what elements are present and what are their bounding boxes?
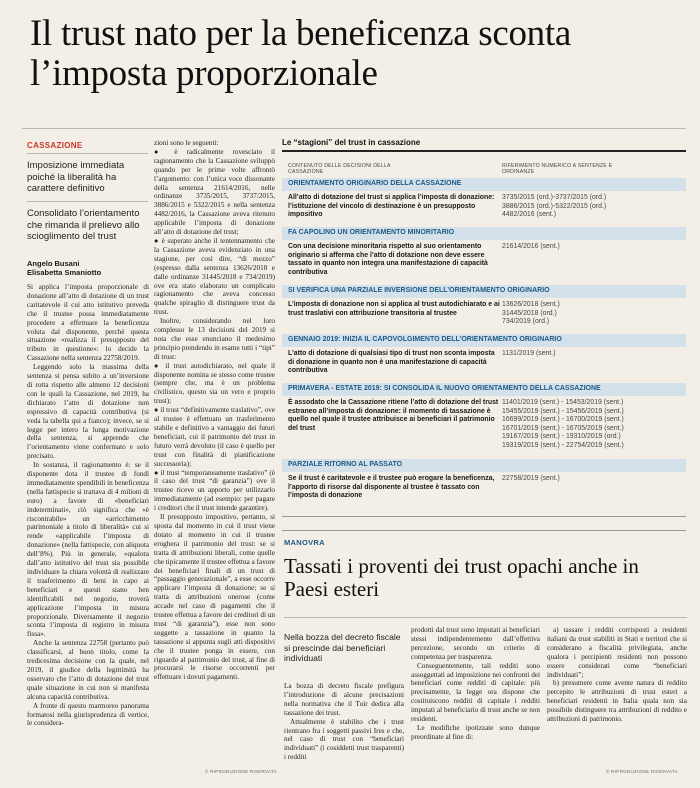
column-header-references: RIFERIMENTO NUMERICO A SENTENZE E ORDINANZE — [502, 163, 613, 176]
article-column-2 — [154, 139, 275, 765]
table-row-references: 11401/2019 (sent.) - 15453/2019 (sent.) 15455/2019 (sent.) - 15456/2019 (sent.) 16699/2019 (sent.) - 16700/2019 (sent.) 16701/2019 (sent.) - 16705/2019 (sent.) 19167/2019 (sent.) - 19310/2019 (ord.) 19319/2019 (sent.) - 22754/2019 (sent.) — [502, 399, 624, 449]
table-section-band — [282, 178, 686, 191]
table-bottom-rule — [282, 516, 686, 517]
section-label: SI VERIFICA UNA PARZIALE INVERSIONE DELL’ORIENTAMENTO ORIGINARIO — [288, 287, 550, 294]
table-row-description: È assodato che la Cassazione ritiene l’atto di dotazione del trust estraneo all’imposta di donazione: il momento di tassazione è quello nel quale il trustee attribuisce ai beneficiari il patrimonio del trust — [288, 399, 499, 432]
table-row-description: Se il trust è caritatevole e il trustee può erogare la beneficenza, l’apporto di risorse dal disponente al trustee è tassato con l’imposta di donazione — [288, 475, 495, 500]
section-label: FA CAPOLINO UN ORIENTAMENTO MINORITARIO — [288, 229, 455, 236]
table-row-description: All’atto di dotazione del trust si applica l’imposta di donazione: l’istituzione del vincolo di destinazione è un presupposto impositivo — [288, 194, 495, 219]
table-row-references: 13626/2018 (sent.) 31445/2018 (ord.) 734/2019 (ord.) — [502, 301, 560, 326]
paragraph: Attualmente è stabilito che i trust rientrano fra i soggetti passivi Ires e che, nel caso di trust con “beneficiari individuati” (i cosiddetti trust trasparenti) i redditi — [284, 717, 404, 762]
paragraph: Inoltre, considerando nel loro complesso le 13 decisioni del 2019 si nota che esse enunciano il medesimo principio prendendo in esame tutti i “tipi” di trust: — [154, 317, 275, 361]
paragraph: b) presumere come avente natura di reddito percepito le attribuzioni di trust esteri a beneficiari residenti in Italia quala non sia possibile distinguere tra attribuzioni di reddito e attribuzioni di patrimonio. — [547, 679, 687, 724]
manovra-kicker: MANOVRA — [284, 538, 325, 547]
table-section-band — [282, 383, 686, 396]
headline: Il trust nato per la beneficenza sconta l’imposta proporzionale — [30, 13, 571, 94]
paragraph: Si applica l’imposta proporzionale di donazione all’atto di dotazione di un trust caritatevole il cui atto istitutivo preveda che il trustee possa immediatamente procedere a effettuare la beneficenza voluta dal disponente, perché questa situazione «realizza il presupposto del tributo in questione»: lo decide la Cassazione nella sentenza 22758/2019. — [27, 283, 149, 363]
table-row-description: L’atto di dotazione di qualsiasi tipo di trust non sconta imposta di donazione in quanto non è una manifestazione di capacità contributiva — [288, 350, 495, 375]
manovra-column-1 — [284, 682, 404, 772]
paragraph: Anche la sentenza 22758 (pertanto può classificarsi, al buon titolo, come la tredicesima decisione con la quale, nel 2019, il giudice della legittimità ha osservato che l’atto di dotazione del trust quale situazione in cui non si manifesta alcuna capacità contributiva. — [27, 639, 149, 701]
headline-divider — [22, 128, 686, 129]
paragraph: In sostanza, il ragionamento è: se il disponente dota il trustee di fondi immediatamente spendibili in beneficenza (nella fattispecie si trattava di 4 milioni di euro) a favore di «beneficiari indeterminati», ciò significa che «è riscontrabile» un «arricchimento patrimoniale a titolo di liberalità» cui si rende «applicabile l’imposta di donazione» (nella fattispecie, con aliquota dell’8%). Più in generale, «qualora dall’atto istitutivo del trust sia possibile individuare la chiara volontà di realizzare il trasferimento di beni in capo ai beneficiari e questi siano ben identificabili nel negozio, troverà applicazione l’imposta in misura proporzionale. Diversamente il negozio sconta l’imposta di registro in misura fissa». — [27, 461, 149, 639]
bullet-paragraph: ● il trust “temporaneamente traslativo” (è il caso del trust “di garanzia”) ove il trustee riceve un apporto per utilizzarlo immediatamente (ad esempio: per pagare i creditori che il trust intende garantire). — [154, 468, 275, 513]
section-label: PARZIALE RITORNO AL PASSATO — [288, 461, 403, 468]
section-label: ORIENTAMENTO ORIGINARIO DELLA CASSAZIONE — [288, 180, 462, 187]
table-row-description: L’imposta di donazione non si applica al trust autodichiarato e ai trust traslativi con attribuzione transitoria al trustee — [288, 301, 500, 317]
paragraph: Le modifiche ipotizzate sono dunque preordinate al fine di: — [411, 723, 540, 741]
trust-seasons-table — [282, 138, 686, 520]
bullet-paragraph: ● è superato anche il tentennamento che la Cassazione aveva evidenziato in una stagione, per così dire, “di mezzo” (espresso dalla sentenza 13626/2018 e dalle ordinanze 31445/2018 e 734/2019) ove era stato elaborato un complicato ragionamento che aveva concesso qualche spiraglio di distinguere trust da trust. — [154, 236, 275, 317]
table-section-band — [282, 334, 686, 347]
bullet-paragraph: ● il trust autodichiarato, nel quale il disponente nomina se stesso come trustee (sempre che, ma è un problema civilistico, questo sia un vero e proprio trust); — [154, 361, 275, 406]
manovra-column-2 — [411, 626, 540, 774]
section-label: GENNAIO 2019: INIZIA IL CAPOVOLGIMENTO DELL’ORIENTAMENTO ORIGINARIO — [288, 336, 562, 343]
section-label: PRIMAVERA - ESTATE 2019: SI CONSOLIDA IL NUOVO ORIENTAMENTO DELLA CASSAZIONE — [288, 385, 601, 392]
deck-primary: Imposizione immediata poiché la liberalità ha carattere definitivo — [27, 160, 125, 194]
paragraph: Il presupposto impositivo, pertanto, si sposta dal momento in cui il trust viene dotato al momento in cui il trustee eroghera il patrimonio del trust: se si tratta di attribuzioni liberali, come quelle che tipicamente il trustee effettua a favore dei beneficiari finali di un trust di “passaggio generazionale”, a esse occorre applicare l’imposta di donazione; se si tratta di attribuzioni onerose (come accade nel caso di pagamenti che il trustee effettua a favore dei creditori di un trust “di garanzia”), esse non sono soggette a tassazione in quanto la tassazione si appunta sugli atti dispositivi che il trustee ponga in essere, con riguardo al patrimonio del trust, al fine di procurarsi le risorse occorrenti per effettuare i dovuti pagamenti. — [154, 513, 275, 682]
section-kicker: CASSAZIONE — [27, 141, 83, 150]
paragraph: La bozza di decreto fiscale prefigura l’introduzione di alcune precisazioni nella normativa che il Tuir dedica alla tassazione dei trust. — [284, 682, 404, 717]
table-row-references: 1131/2019 (sent.) — [502, 350, 556, 357]
table-title: Le “stagioni” del trust in cassazione — [282, 138, 421, 147]
manovra-divider — [282, 530, 686, 531]
table-row-description: Con una decisione minoritaria rispetto al suo orientamento originario si afferma che l’atto di dotazione non deve essere tassato in quanto non integra una manifestazione di capacità contributiva — [288, 243, 488, 276]
deck-divider — [27, 201, 148, 202]
bullet-paragraph: ● il trust “definitivamente traslativo”, ove al trustee è effettuato un trasferimento stabile e definitivo a vantaggio dei futuri beneficiari, cui il patrimonio del trust in futuro verrà devoluto (il caso è quello per trust con finalità di pianificazione successoria); — [154, 406, 275, 468]
table-row-references: 22758/2019 (sent.) — [502, 475, 560, 482]
paragraph: a) tassare i redditi corrisposti a residenti italiani da trust stabiliti in Stati e territori che si considerano a fiscalità privilegiata, anche qualora i percipienti residenti non possono essere considerati come “beneficiari individuati”; — [547, 626, 687, 679]
table-section-band — [282, 459, 686, 472]
manovra-headline-rule — [284, 617, 687, 618]
kicker-divider — [27, 153, 148, 154]
paragraph: Leggendo solo la massima della sentenza si pensa subito a un’inversione di rotta rispetto alle almeno 12 decisioni con le quali la Cassazione, nel 2019, ha dichiarato l’atto di dotazione non espressivo di capacità contributiva (si veda la tabella qui a fianco); invece, se si legge per intero la lunga motivazione della sentenza, si apprende che l’orientamento viene confermato e solo precisato. — [27, 363, 149, 461]
paragraph: Conseguentemente, tali redditi sono assoggettati ad imposizione nei confronti dei beneficiari come redditi di capitale: più precisamente, la legge ora dispone che costituiscono redditi di capitale i redditi imputati al beneficiario di trust anche se non residenti. — [411, 661, 540, 724]
manovra-headline: Tassati i proventi dei trust opachi anche in Paesi esteri — [284, 554, 639, 601]
table-section-band — [282, 285, 686, 298]
article-column-1 — [27, 283, 149, 775]
author-name: Angelo Busani — [27, 259, 80, 268]
column-header-content: CONTENUTO DELLE DECISIONI DELLA CASSAZIONE — [288, 163, 391, 176]
table-section-band — [282, 227, 686, 240]
paragraph: zioni sono le seguenti: — [154, 139, 219, 147]
bullet-paragraph: ● è radicalmente rovesciato il ragionamento che la Cassazione sviluppò quando per le prime volte affrontò l’argomento: con l’unica voce dissonante della sentenza 21614/2016, nelle ordinanze 3735/2015, 3737/2015, 3886/2015 e 5322/2015 e nella sentenza 4482/2016, la Cassazione aveva ritenuto applicabile l’imposta di donazione all’atto di dotazione del trust; — [154, 147, 275, 237]
author-name: Elisabetta Smaniotto — [27, 268, 102, 277]
deck-secondary: Consolidato l’orientamento che rimanda il prelievo allo scioglimento del trust — [27, 208, 140, 242]
paragraph: A fronte di questo marmoreo panorama formatosi nella giurisprudenza di vertice, le considera- — [27, 701, 149, 728]
copyright-notice: © RIPRODUZIONE RISERVATA — [606, 769, 678, 774]
table-row-references: 3735/2015 (ord.)-3737/2015 (ord.) 3886/2015 (ord.)-5322/2015 (ord.) 4482/2016 (sent.) — [502, 194, 607, 219]
manovra-deck: Nella bozza del decreto fiscale si prescinde dai beneficiari individuati — [284, 632, 401, 663]
copyright-notice: © RIPRODUZIONE RISERVATA — [205, 769, 277, 774]
paragraph: prodotti dal trust sono imputati ai beneficiari stessi indipendentemente dall’effettiva percezione, secondo un criterio di competenza per trasparenza. — [411, 626, 540, 661]
manovra-column-3 — [547, 626, 687, 764]
table-title-rule — [282, 150, 686, 152]
table-row-references: 21614/2016 (sent.) — [502, 243, 560, 250]
